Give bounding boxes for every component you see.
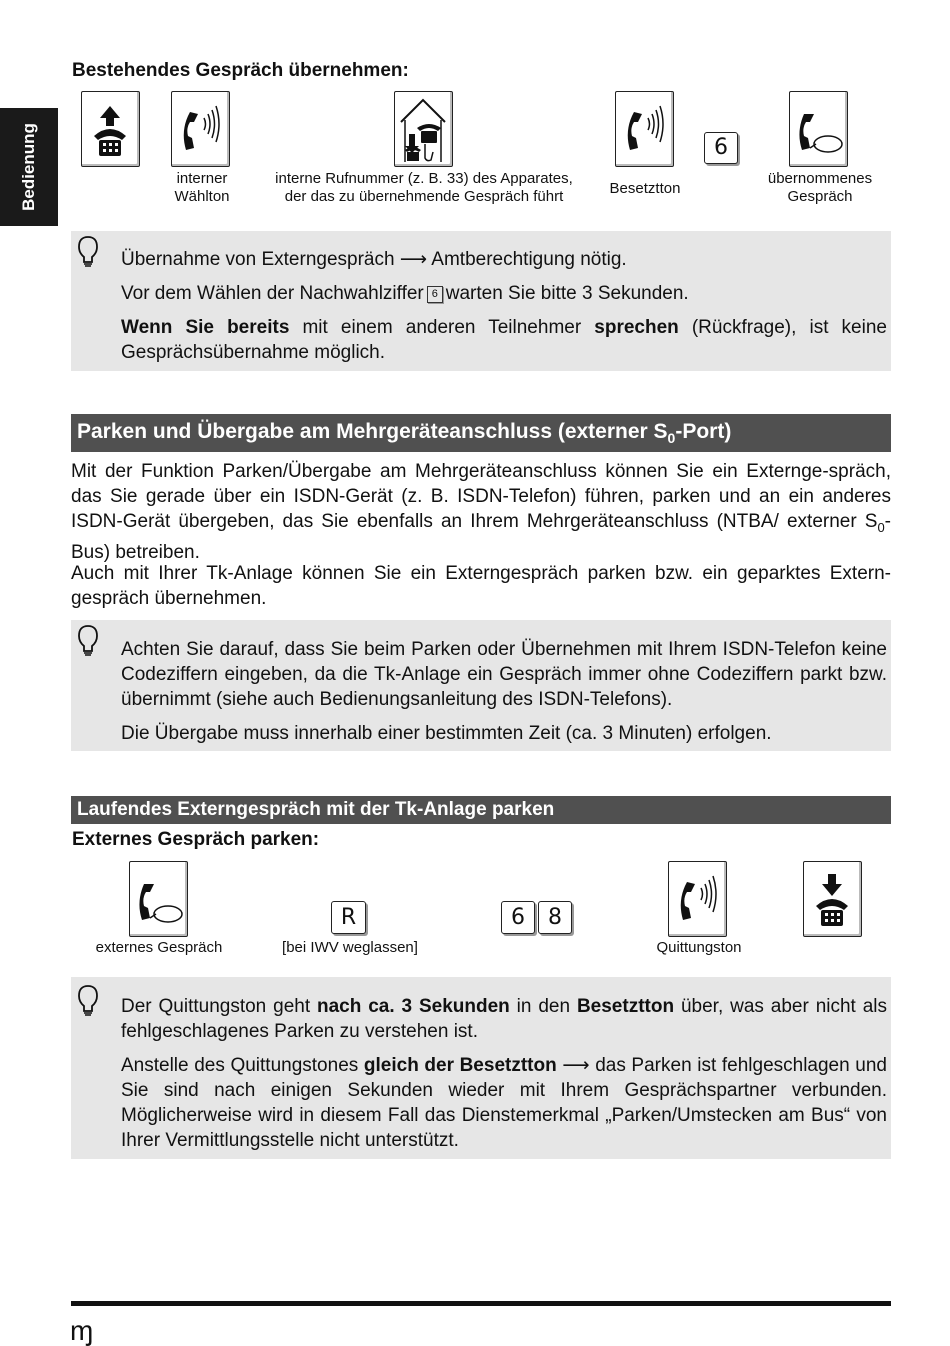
footer-rule bbox=[71, 1301, 891, 1306]
note3-paragraph2: Anstelle des Quittungstones gleich der Besetztton ⟶ das Parken ist fehlgeschlagen und Sie sind nach einigen Sekunden wieder mit Ihrem Gesprächspartner verbunden. Möglicherweise wird in diesem Fall das Dienstemerkmal „Parken/Umstecken am Bus“ von Ihrer Vermittlungsstelle nicht unterstützt. bbox=[121, 1055, 888, 1151]
dial-tone-icon bbox=[171, 91, 230, 167]
side-tab-label: Bedienung bbox=[19, 123, 38, 211]
lightbulb-icon bbox=[77, 235, 99, 269]
caption-besetztton: Besetztton bbox=[609, 180, 681, 197]
caption-quittungston: Quittungston bbox=[656, 939, 742, 956]
lightbulb-icon bbox=[77, 624, 99, 658]
lightbulb-icon bbox=[77, 984, 99, 1018]
note-box-3 bbox=[71, 977, 891, 1159]
note3-paragraph1: Der Quittungston geht nach ca. 3 Sekunden in den Besetztton über, was aber nicht als fehlgeschlagenes Parken zu verstehen ist. bbox=[121, 996, 888, 1042]
key-6: 6 bbox=[704, 132, 738, 164]
note-box-2 bbox=[71, 620, 891, 751]
conversation-icon bbox=[789, 91, 848, 167]
caption-rufnummer: interne Rufnummer (z. B. 33) des Apparates, der das zu übernehmende Gespräch führt bbox=[275, 170, 573, 205]
section2-paragraph2: Auch mit Ihrer Tk-Anlage können Sie ein Externgespräch parken bzw. ein geparktes Extern-gespräch übernehmen. bbox=[71, 563, 891, 609]
section-bar-laufendes bbox=[71, 796, 891, 824]
section-bar-parken bbox=[71, 414, 891, 452]
section2-paragraph1: Mit der Funktion Parken/Übergabe am Mehrgeräteanschluss können Sie ein Externge-spräch, das Sie gerade über ein ISDN-Gerät (z. B. ISDN-Telefon) führen, parken und an ein anderes ISDN-Gerät übergeben, das Sie ebenfalls an Ihrem Mehrgeräteanschluss (NTBA/ externer $S_0-Bus$) betreiben. bbox=[71, 461, 891, 563]
note2-paragraph2: Die Übergabe muss innerhalb einer bestimmten Zeit (ca. 3 Minuten) erfolgen. bbox=[121, 723, 772, 744]
inline-key-6: 6 bbox=[427, 286, 443, 303]
caption-uebernommenes: übernommenes Gespräch bbox=[767, 170, 873, 205]
section-heading-externes: Externes Gespräch parken: bbox=[72, 829, 320, 850]
external-call-icon bbox=[129, 861, 188, 937]
key-8: 8 bbox=[538, 901, 572, 934]
caption-interner-waehlton: interner Wählton bbox=[174, 170, 230, 205]
section-title-parken: Parken und Übergabe am Mehrgeräteanschluss (externer $S_0-Port$) bbox=[77, 420, 732, 447]
key-r: R bbox=[331, 901, 366, 934]
note1-line3: Wenn Sie bereits mit einem anderen Teilnehmer sprechen (Rückfrage), ist keine Gesprächsübernahme möglich. bbox=[121, 317, 887, 363]
section-title-laufendes: Laufendes Externgespräch mit der Tk-Anlage parken bbox=[77, 799, 555, 820]
note2-paragraph1: Achten Sie darauf, dass Sie beim Parken oder Übernehmen mit Ihrem ISDN-Telefon keine Codeziffern eingeben, da die Tk-Anlage ein Gespräch immer ohne Codeziffern parkt bzw. übernimmt (siehe auch Bedienungsanleitung des ISDN-Telefons). bbox=[121, 639, 887, 710]
caption-iwv: [bei IWV weglassen] bbox=[282, 939, 418, 956]
handset-hangup-icon bbox=[803, 861, 862, 937]
confirmation-tone-icon bbox=[668, 861, 727, 937]
busy-tone-icon bbox=[615, 91, 674, 167]
caption-externes-gespraech: externes Gespräch bbox=[95, 939, 223, 956]
side-tab bbox=[0, 108, 58, 226]
key-6: 6 bbox=[501, 901, 535, 934]
note1-line1: Übernahme von Externgespräch ⟶ Amtberechtigung nötig. bbox=[121, 249, 627, 270]
handset-lift-icon bbox=[81, 91, 140, 167]
note1-line2: Vor dem Wählen der Nachwahlziffer 6 warten Sie bitte 3 Sekunden. bbox=[121, 283, 689, 304]
page-mark: ɱ bbox=[70, 1315, 94, 1346]
section-heading-bestehendes: Bestehendes Gespräch übernehmen: bbox=[72, 60, 409, 81]
house-phone-icon bbox=[394, 91, 453, 167]
note-box-1 bbox=[71, 231, 891, 371]
